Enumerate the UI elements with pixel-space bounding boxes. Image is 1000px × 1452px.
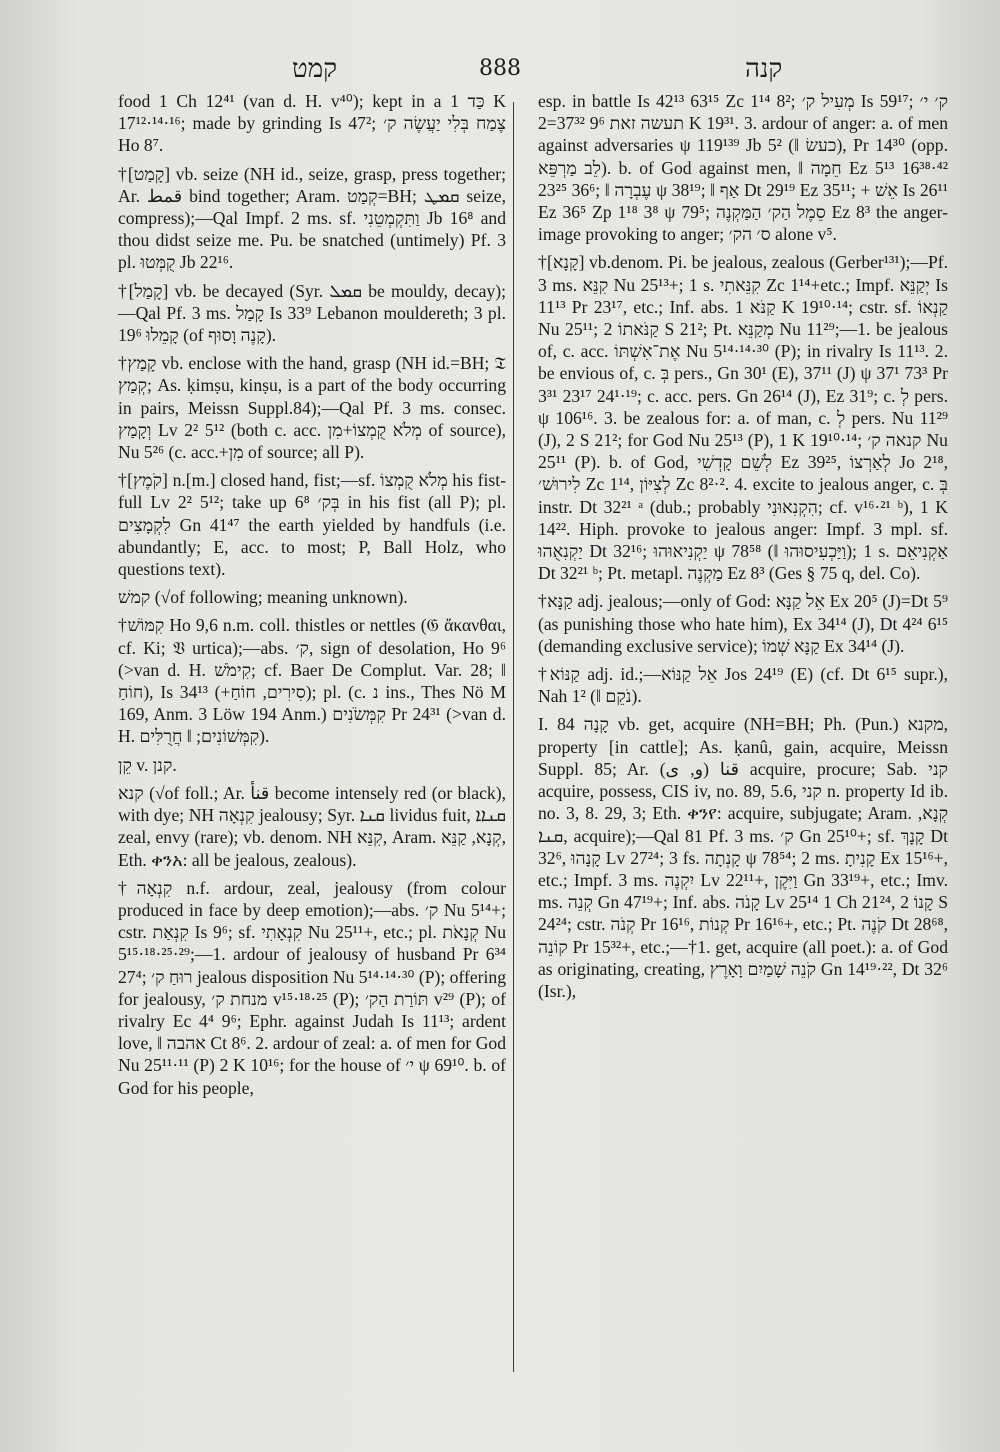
entry-qinah: †קִנְאָה n.f. ardour, zeal, jealousy (from colour produced in face by deep emotion);—abs. ק׳ Nu 5¹⁴+; cstr. קִנְאַת Is 9⁶; sf. קִנְאָתִי Nu 25¹¹+, etc.; pl. קְנָאֹת Nu 5¹⁵·¹⁸·²⁵·²⁹;—1. ardour of jealousy of husband Pr 6³⁴ 27⁴; רוּחַ ק׳ jealous disposition Nu 5¹⁴·¹⁴·³⁰ (P); offering for jealousy, מנחת ק׳ v¹⁵·¹⁸·²⁵ (P); תּוֹרַת הַק׳ v²⁹ (P); of rivalry Ec 4⁴ 9⁶; Ephr. against Judah Is 11¹³; ardent love, ‖ אהבה Ct 8⁶. 2. ardour of zeal: a. of men for God Nu 25¹¹·¹¹ (P) 2 K 10¹⁶; for the house of י׳ ψ 69¹⁰. b. of God for his people,	[118, 877, 507, 1098]
entry-qomets-n: †[קֹמֶץ] n.[m.] closed hand, fist;—sf. מְלֹא קֻמְצוֹ his fist-full Lv 2² 5¹²; take up בְּק׳ 6⁸ in his fist (all P); pl. לִקְמָצִים Gn 41⁴⁷ the earth yielded by handfuls (i.e. abundantly; E, acc. to most; P, Ball Holz, who questions text).	[118, 470, 507, 580]
entry-qna-root: קנא (√of foll.; Ar. قنأ become intensely red (or black), with dye; NH קִנְאָה jealousy; Syr. ܩܢܐ lividus fuit, ܩܢܐܐ zeal, envy (rare); vb. denom. NH קִנֵּא, Aram. קְנָא, קַנֵּא, Eth. ቀንአ: all be jealous, zealous).	[118, 782, 507, 870]
running-head-right: קנה	[745, 54, 783, 84]
entry-qamal: †[קָמַל] vb. be decayed (Syr. ܩܡܠ be mouldy, decay);—Qal Pf. 3 ms. קָמַל Is 33⁹ Lebanon mouldereth; 3 pl. קָמֵלוּ 19⁶ (of קָנֶה וָסוּף).	[118, 280, 507, 346]
running-head	[0, 48, 1000, 88]
running-head-left: קמט	[292, 54, 338, 84]
entry-qamats-vb: †קָמַץ vb. enclose with the hand, grasp (NH id.=BH; 𝔗 קְמַץ; As. ḳimṣu, kinṣu, is a part of the body occurring in pairs, Meissn Suppl.84);—Qal Pf. 3 ms. consec. וְקָמַץ Lv 2² 5¹² (both c. acc. מְלֹא קֻמְצוֹ+מִן of source), Nu 5²⁶ (c. acc.+מִן of source; all P).	[118, 353, 507, 463]
entry-qanna-adj: †קַנָּא adj. jealous;—only of God: אֵל קַנָּא Ex 20⁵ (J)=Dt 5⁹ (as punishing those who hate him), Ex 34¹⁴ (J), Dt 4²⁴ 6¹⁵ (demanding exclusive service); קַנָּא שְׁמוֹ Ex 34¹⁴ (J).	[538, 591, 948, 656]
page-number: 888	[479, 56, 521, 81]
left-column	[118, 90, 506, 1105]
entry-qana-vb: †[קָנָא] vb.denom. Pi. be jealous, zealous (Gerber¹³¹);—Pf. 3 ms. קִנֵּא Nu 25¹³+; 1 s. קִנֵּאתִי Zc 1¹⁴+etc.; Impf. יְקַנֵּא Is 11¹³ Pr 23¹⁷, etc.; Inf. abs. קַנֹּא 1 K 19¹⁰·¹⁴; cstr. sf. קַנְאוֹ Nu 25¹¹; קַנֹּאתוֹ 2 S 21²; Pt. מְקַנֵּא Nu 11²⁹;—1. be jealous of, c. acc. אֶת־אִשְׁתּוֹ Nu 5¹⁴·¹⁴·³⁰ (P); in rivalry Is 11¹³. 2. be envious of, c. בְּ pers., Gn 30¹ (E), 37¹¹ (J) ψ 37¹ 73³ Pr 3³¹ 23¹⁷ 24¹·¹⁹; c. acc. pers. Gn 26¹⁴ (J), Ez 31⁹; c. לְ pers. ψ 106¹⁶. 3. be zealous for: a. of man, c. לְ pers. Nu 11²⁹ (J), 2 S 21²; for God Nu 25¹³ (P), 1 K 19¹⁰·¹⁴; קנאה ק׳ Nu 25¹¹ (P). b. of God, לְשֵׁם קָדְשִׁי Ez 39²⁵, לְאַרְצוֹ Jo 2¹⁸, לִירוּשׁ׳ Zc 1¹⁴, לְצִיּוֹן Zc 8²·². 4. excite to jealous anger, c. בְּ instr. Dt 32²¹ ᵃ (dub.; probably הִקְנִאוּנִי; cf. v¹⁶·²¹ ᵇ), 1 K 14²². Hiph. provoke to jealous anger: Impf. 3 mpl. sf. יַקְנִאֻהוּ Dt 32¹⁶; יַקְנִיאוּהוּ ψ 78⁵⁸ (‖ וַיַּכְעִיסוּהוּ); 1 s. אַקְנִיאֵם Dt 32²¹ ᵇ; Pt. metapl. מַקְנֶה Ez 8³ (Ges § 75 q, del. Co).	[538, 252, 949, 584]
entry-qamat: †[קָמַט] vb. seize (NH id., seize, grasp, press together; Ar. قمط bind together; Aram. קְמַט=BH; ܩܡܛ seize, compress);—Qal Impf. 2 ms. sf. וַתִּקְמְטֵנִי Jb 16⁸ and thou didst seize me. Pu. be snatched (untimely) Pf. 3 pl. קֻמְּטוּ Jb 22¹⁶.	[118, 163, 507, 273]
right-column	[538, 90, 948, 1008]
entry-qimmosh: †קִמּוֹשׁ Ho 9,6 n.m. coll. thistles or nettles (𝔊 ἄκανθαι, cf. Ki; 𝔙 urtica);—abs. ק׳, sign of desolation, Ho 9⁶ (>van d. H. קִימֹשׁ; cf. Baer De Complut. Var. 28; ‖ חוֹחַ), Is 34¹³ (+סִירִים, חוֹחַ); pl. (c. נ ins., Thes Nö M 169, Anm. 3 Löw 194 Anm.) קִמְּשֹׂנִים Pr 24³¹ (>van d. H. קִמְּשׁוֹנִים; ‖ חֲרֻלִּים).	[118, 615, 506, 747]
entry-qmsh-root: קמשׁ (√of following; meaning unknown).	[118, 587, 408, 608]
entry-qen: קֵן v. קנן.	[118, 754, 177, 775]
column-divider	[513, 102, 514, 1372]
entry-qanah-vb: I. קָנָה 84 vb. get, acquire (NH=BH; Ph. (Pun.) מקנא, property [in cattle]; As. ḳanû, gain, acquire, Meissn Suppl. 85; Ar. قنا (و, ى) acquire, procure; Sab. קני acquire, possess, CIS iv, no. 89, 5.6, קני n. property Id ib. no. 3, 8. 29, 3; Eth. ቀንየ: acquire, subjugate; Aram. קְנָא, ܩܢܐ, acquire);—Qal 81 Pf. 3 ms. ק׳ Gn 25¹⁰+; sf. קָנָךְ Dt 32⁶, קָנָהוּ Lv 27²⁴; 3 fs. קָנְתָה ψ 78⁵⁴; 2 ms. קָנִיתָ Ex 15¹⁶+, etc.; Impf. 3 ms. יִקְנֶה Lv 22¹¹+, וַיִּקֶן Gn 33¹⁹+, etc.; Imv. ms. קְנֵה Gn 47¹⁹+; Inf. abs. קָנֹה Lv 25¹⁴ 1 Ch 21²⁴, קָנוֹ 2 S 24²⁴; cstr. קְנֹה Pr 16¹⁶, קְנוֹת Pr 16¹⁶+, etc.; Pt. קֹנֶה Dt 28⁶⁸, קוֹנֵה Pr 15³²+, etc.;—†1. get, acquire (all poet.): a. of God as originating, creating, קֹנֵה שָׁמַיִם וָאָרֶץ Gn 14¹⁹·²², Dt 32⁶ (Isr.),	[538, 714, 949, 1001]
entry-continuation: food 1 Ch 12⁴¹ (van d. H. v⁴⁰); kept in a כַּד 1 K 17¹²·¹⁴·¹⁶; made by grinding Is 47²; צֶמַח בְּלִי יַעֲשֶׂה ק׳ Ho 8⁷.	[118, 91, 507, 156]
entry-continuation-right: esp. in battle Is 42¹³ 63¹⁵ Zc 1¹⁴ 8²; מְעִיל ק׳ Is 59¹⁷; ק׳ י׳ תעשה זאת 9⁶ 37³²=2 K 19³¹. 3. ardour of anger: a. of men against adversaries ψ 119¹³⁹ Jb 5² (‖ כעשׂ), Pr 14³⁰ (opp. לֵב מַרְפֵּא). b. of God against men, ‖ חֵמָה Ez 5¹³ 16³⁸·⁴² 23²⁵ 36⁶; ‖ עֶבְרָה ψ 38¹⁹; ‖ אַף Dt 29¹⁹ Ez 35¹¹; + אֵשׁ Is 26¹¹ Ez 36⁵ Zp 1¹⁸ 3⁸ ψ 79⁵; סֵמֶל הַק׳ הַמַּקְנֶה Ez 8³ the anger-image provoking to anger; ס׳ הק׳ alone v⁵.	[538, 91, 949, 245]
entry-qanno-adj: †קַנּוֹא adj. id.;—אֵל קַנּוֹא Jos 24¹⁹ (E) (cf. Dt 6¹⁵ supr.), Nah 1² (‖ נֹקֵם).	[538, 664, 948, 707]
